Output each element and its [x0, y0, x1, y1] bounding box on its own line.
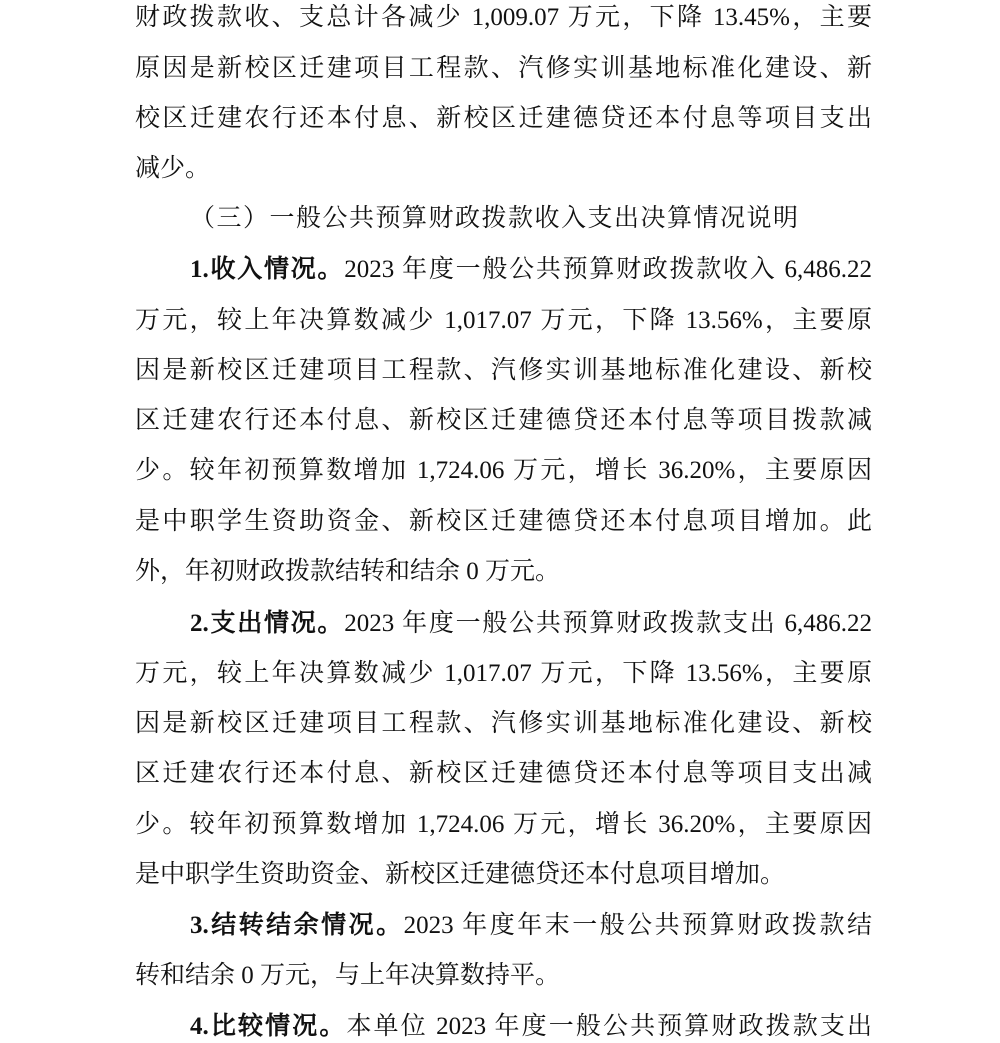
paragraph-text: 2023 年度一般公共预算财政拨款支出 6,486.22 — [344, 610, 872, 637]
expenditure-paragraph-first-line — [190, 608, 872, 640]
paragraph-line: 校区迁建农行还本付息、新校区迁建德贷还本付息等项目支出 — [135, 105, 872, 132]
paragraph-text: 2023 年度年末一般公共预算财政拨款结 — [403, 912, 872, 939]
carryover-heading: 3.结转结余情况。 — [190, 912, 404, 939]
paragraph-line: 因是新校区迁建项目工程款、汽修实训基地标准化建设、新校 — [135, 710, 872, 737]
paragraph-line: 财政拨款收、支总计各减少 1,009.07 万元，下降 13.45%，主要 — [135, 4, 872, 31]
paragraph-line: 原因是新校区迁建项目工程款、汽修实训基地标准化建设、新 — [135, 55, 872, 82]
paragraph-line: 是中职学生资助资金、新校区迁建德贷还本付息项目增加。此 — [135, 508, 872, 535]
comparison-heading: 4.比较情况。 — [190, 1013, 347, 1040]
paragraph-line: 区迁建农行还本付息、新校区迁建德贷还本付息等项目支出减 — [135, 760, 872, 787]
carryover-paragraph-first-line — [190, 910, 872, 942]
income-paragraph-first-line — [190, 254, 872, 286]
paragraph-text: 本单位 2023 年度一般公共预算财政拨款支出 — [346, 1013, 872, 1040]
paragraph-line: 因是新校区迁建项目工程款、汽修实训基地标准化建设、新校 — [135, 357, 872, 384]
expenditure-heading: 2.支出情况。 — [190, 610, 345, 637]
comparison-paragraph-first-line — [190, 1011, 872, 1043]
paragraph-line: 外，年初财政拨款结转和结余 0 万元。 — [135, 558, 561, 585]
paragraph-line: 万元，较上年决算数减少 1,017.07 万元，下降 13.56%，主要原 — [135, 307, 872, 334]
section-heading: （三）一般公共预算财政拨款收入支出决算情况说明 — [190, 205, 800, 232]
paragraph-line: 万元，较上年决算数减少 1,017.07 万元，下降 13.56%，主要原 — [135, 660, 872, 687]
paragraph-text: 2023 年度一般公共预算财政拨款收入 6,486.22 — [344, 256, 872, 283]
paragraph-line: 少。较年初预算数增加 1,724.06 万元，增长 36.20%，主要原因 — [135, 811, 872, 838]
paragraph-line: 转和结余 0 万元，与上年决算数持平。 — [135, 962, 561, 989]
income-heading: 1.收入情况。 — [190, 256, 345, 283]
paragraph-line: 是中职学生资助资金、新校区迁建德贷还本付息项目增加。 — [135, 861, 786, 888]
paragraph-line: 少。较年初预算数增加 1,724.06 万元，增长 36.20%，主要原因 — [135, 457, 872, 484]
paragraph-line: 区迁建农行还本付息、新校区迁建德贷还本付息等项目拨款减 — [135, 407, 872, 434]
paragraph-line: 减少。 — [135, 155, 211, 182]
